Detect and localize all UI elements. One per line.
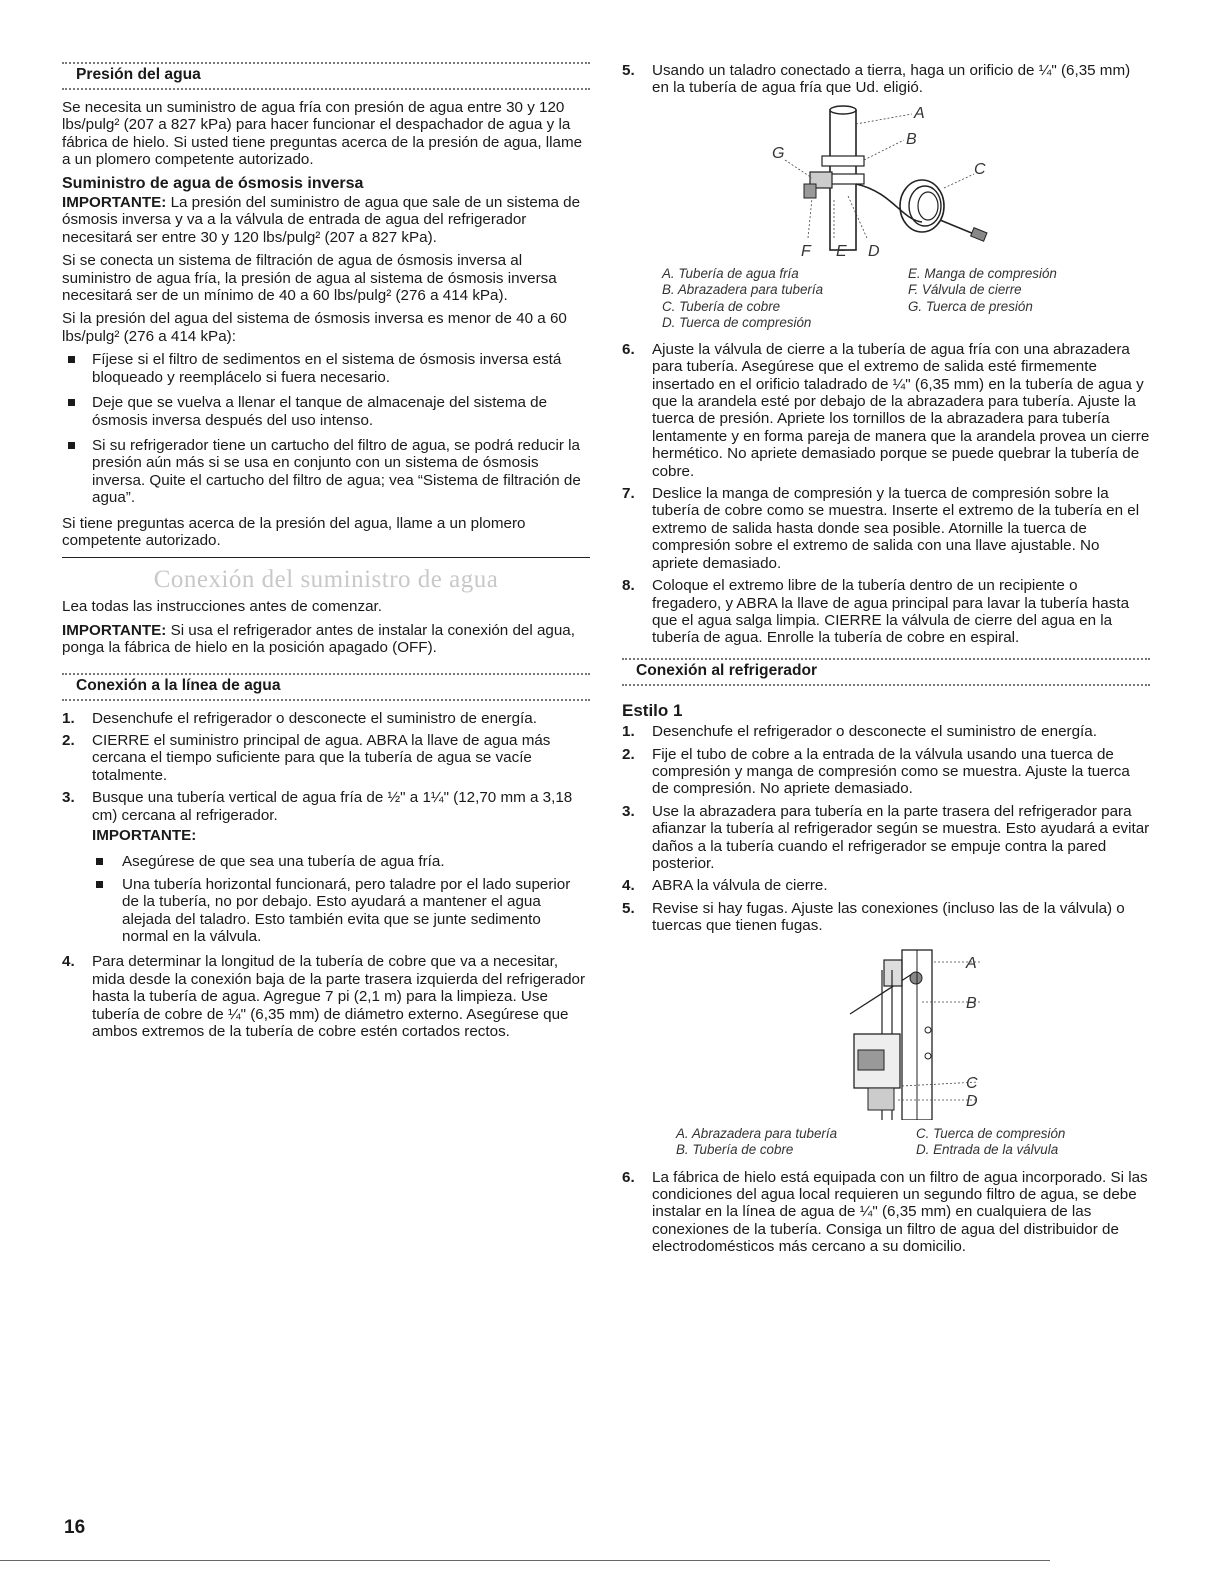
step-item <box>622 900 1150 935</box>
step-text: Usando un taladro conectado a tierra, haga un orificio de ¼" (6,35 mm) en la tubería de agua fría que Ud. eligió. <box>652 62 1131 97</box>
step-text: Coloque el extremo libre de la tubería dentro de un recipiente o fregadero, y ABRA la llave de agua principal para lavar la tubería hasta que el agua salga limpia. CIERRE la válvula de cierre del agua en la tubería de agua. Enrolle la tubería de cobre en espiral. <box>652 577 1130 647</box>
importante-text: Si usa el refrigerador antes de instalar la conexión del agua, ponga la fábrica de hielo en la posición apagado (OFF). <box>62 621 575 657</box>
left-column <box>62 62 590 1045</box>
caption-item <box>908 315 1128 332</box>
caption-item: D. Entrada de la válvula <box>916 1142 1059 1158</box>
section-header-refrigerador <box>622 658 1150 686</box>
fig2-label-c: C <box>966 1074 978 1092</box>
step-text: Fije el tubo de cobre a la entrada de la válvula usando una tuerca de compresión y manga de compresión como se muestra. Ajuste la tuerca de compresión. No apriete demasiado. <box>652 745 1130 798</box>
fig1-label-e: E <box>836 242 847 260</box>
importante-label: IMPORTANTE: <box>62 194 167 212</box>
step-text: Desenchufe el refrigerador o desconecte el suministro de energía. <box>652 723 1097 741</box>
step-text: CIERRE el suministro principal de agua. ABRA la llave de agua más cercana el tiempo suficiente para que la tubería de agua se vacíe totalmente. <box>92 731 551 784</box>
step-text: Deslice la manga de compresión y la tuerca de compresión sobre la tubería de cobre como se muestra. Inserte el extremo de la tubería en el extremo de salida hasta donde sea posible. Atornille la tuerca de compresión sobre el extremo de salida con una llave ajustable. No apriete demasiado. <box>652 485 1140 572</box>
paragraph-preguntas: Si tiene preguntas acerca de la presión del agua, llame a un plomero competente autorizado. <box>62 514 526 549</box>
step-text: Busque una tubería vertical de agua fría de ½" a 1¼" (12,70 mm a 3,18 cm) cercana al refrigerador. <box>92 789 573 824</box>
caption-item: C. Tuerca de compresión <box>916 1125 1066 1141</box>
step-number: 1. <box>622 723 635 741</box>
section-header-presion <box>62 62 590 90</box>
step-item <box>622 485 1150 572</box>
step3-importante: IMPORTANTE: <box>92 827 197 844</box>
steps-final <box>622 1169 1150 1256</box>
step3-bullets <box>90 853 590 945</box>
step-item <box>622 877 1150 894</box>
caption-item: C. Tubería de cobre <box>662 298 781 314</box>
step-item <box>622 1169 1150 1256</box>
list-item: Fíjese si el filtro de sedimentos en el sistema de ósmosis inversa está bloqueado y reemplácelo si fuera necesario. <box>62 351 590 386</box>
right-column <box>622 62 1150 1261</box>
step-item <box>622 723 1150 740</box>
step-item <box>622 746 1150 798</box>
figure-valve-installation <box>622 102 1150 264</box>
steps-refrigerador <box>622 723 1150 934</box>
caption-item: A. Tubería de agua fría <box>662 265 799 281</box>
list-item: Asegúrese de que sea una tubería de agua fría. <box>90 853 590 870</box>
step-text: Para determinar la longitud de la tubería de cobre que va a necesitar, mida desde la conexión baja de la parte trasera izquierda del refrigerador hasta la tubería de agua. Agregue 7 pi (2,1 m) para la limpieza. Use tubería de cobre de ¼" (6,35 mm) de diámetro externo. Asegúrese que ambos extremos de la tubería de cobre estén cortados rectos. <box>92 953 586 1041</box>
step-item <box>622 803 1150 873</box>
importante-text: La presión del suministro de agua que sale de un sistema de ósmosis inversa y va a la válvula de entrada de agua del refrigerador necesitará ser entre 30 y 120 lbs/pulg² (207 a 827 kPa). <box>62 194 581 246</box>
steps-continued <box>622 62 1150 97</box>
figure-1-caption <box>622 266 1150 332</box>
fig2-label-a: A <box>966 954 977 972</box>
fig2-label-b: B <box>966 994 977 1012</box>
caption-item: E. Manga de compresión <box>908 265 1057 281</box>
heading-presion: Presión del agua <box>76 66 201 83</box>
caption-item: D. Tuerca de compresión <box>662 315 812 331</box>
heading-osmosis: Suministro de agua de ósmosis inversa <box>62 174 364 192</box>
step-item <box>62 789 590 945</box>
importante-label: IMPORTANTE: <box>62 621 167 639</box>
fig1-label-c: C <box>974 160 986 178</box>
fig1-label-g: G <box>772 144 785 162</box>
paragraph-lea: Lea todas las instrucciones antes de comenzar. <box>62 598 382 616</box>
step-number: 5. <box>622 62 635 79</box>
step-number: 3. <box>622 802 635 820</box>
list-item: Si su refrigerador tiene un cartucho del filtro de agua, se podrá reducir la presión aún más si se usa en conjunto con un sistema de ósmosis inversa. Quite el cartucho del filtro de agua; vea “Sistema de filtración de agua”. <box>62 437 590 507</box>
step-number: 2. <box>62 731 75 749</box>
list-item: Una tubería horizontal funcionará, pero taladre por el lado superior de la tubería, no por debajo. Esto ayudará a mantener el agua alejada del taladro. Esto también evita que se junte sedimento normal en la válvula. <box>90 876 590 946</box>
step-number: 7. <box>622 485 635 503</box>
step-number: 8. <box>622 577 635 595</box>
steps-b <box>622 341 1150 647</box>
caption-item: F. Válvula de cierre <box>908 282 1022 298</box>
bullet-list-osmosis <box>62 351 590 506</box>
step-item <box>622 62 1150 97</box>
paragraph-importante-1 <box>62 194 590 246</box>
caption-item: B. Abrazadera para tubería <box>662 282 824 298</box>
step-number: 6. <box>622 1168 635 1186</box>
fig2-label-d: D <box>966 1092 978 1110</box>
step-number: 1. <box>62 709 75 727</box>
heading-refrigerador: Conexión al refrigerador <box>636 661 818 679</box>
step-item <box>62 710 590 727</box>
paragraph-filtracion: Si se conecta un sistema de filtración de agua de ósmosis inversa al suministro de agua fría, la presión de agua al sistema de ósmosis inversa necesitará ser de un mínimo de 40 a 60 lbs/pulg² (276 a 414 kPa). <box>62 252 557 305</box>
inlet-illustration <box>622 940 1150 1120</box>
step-number: 6. <box>622 340 635 358</box>
step-text: La fábrica de hielo está equipada con un filtro de agua incorporado. Si las condiciones del agua local requieren un segundo filtro de agua, se debe instalar en la línea de agua de ¼" (6,35 mm) en cualquiera de las conexiones de la tubería. Consiga un filtro de agua del distribuidor de electrodomésticos más cercano a su domicilio. <box>652 1168 1148 1256</box>
step-text: Revise si hay fugas. Ajuste las conexiones (incluso las de la válvula) o tuercas que tienen fugas. <box>652 899 1125 935</box>
step-item <box>62 953 590 1040</box>
section-title-conexion: Conexión del suministro de agua <box>153 566 499 594</box>
caption-item: B. Tubería de cobre <box>676 1142 794 1158</box>
paragraph-menor: Si la presión del agua del sistema de ósmosis inversa es menor de 40 a 60 lbs/pulg² (276 a 414 kPa): <box>62 310 567 345</box>
step-text: Desenchufe el refrigerador o desconecte el suministro de energía. <box>92 709 537 727</box>
step-item <box>622 577 1150 647</box>
step-number: 2. <box>622 745 635 763</box>
figure-2-caption <box>622 1126 1150 1159</box>
step-number: 4. <box>622 877 635 895</box>
page-number: 16 <box>64 1517 86 1538</box>
fig1-label-f: F <box>801 242 811 260</box>
heading-estilo-1: Estilo 1 <box>622 700 683 720</box>
bottom-rule <box>0 1560 1050 1561</box>
step-item <box>62 732 590 784</box>
caption-item: A. Abrazadera para tubería <box>676 1125 838 1141</box>
caption-item: G. Tuerca de presión <box>908 298 1033 314</box>
divider <box>62 557 590 558</box>
step-text: Ajuste la válvula de cierre a la tubería de agua fría con una abrazadera para tubería. Asegúrese que el extremo de salida esté firmemente insertado en el orificio taladrado de ¼" (6,35 mm) en la tubería de agua y que la arandela esté por debajo de la abrazadera para tubería. Ajuste la tuerca de presión. Apriete los tornillos de la abrazadera para tubería lentamente y en forma pareja de manera que la arandela provea un cierre hermético. No apriete demasiado porque se puede quebrar la tubería de cobre. <box>652 340 1150 480</box>
section-header-linea <box>62 673 590 701</box>
steps-linea <box>62 710 590 1041</box>
figure-valve-inlet <box>622 940 1150 1120</box>
step-number: 4. <box>62 953 75 971</box>
step-text: Use la abrazadera para tubería en la parte trasera del refrigerador para afianzar la tubería al refrigerador según se muestra. Esto ayudará a evitar daños a la tubería cuando el refrigerador se empuje contra la pared posterior. <box>652 802 1150 872</box>
fig1-label-b: B <box>906 130 917 148</box>
heading-linea: Conexión a la línea de agua <box>76 676 281 694</box>
fig1-label-d: D <box>868 242 880 260</box>
valve-illustration <box>622 102 1150 264</box>
step-number: 3. <box>62 789 75 807</box>
fig1-label-a: A <box>914 104 925 122</box>
step-number: 5. <box>622 899 635 917</box>
paragraph-importante-2 <box>62 622 590 657</box>
step-text: ABRA la válvula de cierre. <box>652 877 828 895</box>
list-item: Deje que se vuelva a llenar el tanque de almacenaje del sistema de ósmosis inversa después del uso intenso. <box>62 394 590 429</box>
step-item <box>622 341 1150 480</box>
paragraph-presion: Se necesita un suministro de agua fría con presión de agua entre 30 y 120 lbs/pulg² (207 a 827 kPa) para hacer funcionar el despachador de agua y la fábrica de hielo. Si usted tiene preguntas acerca de la presión de agua, llame a un plomero competente autorizado. <box>62 99 583 169</box>
